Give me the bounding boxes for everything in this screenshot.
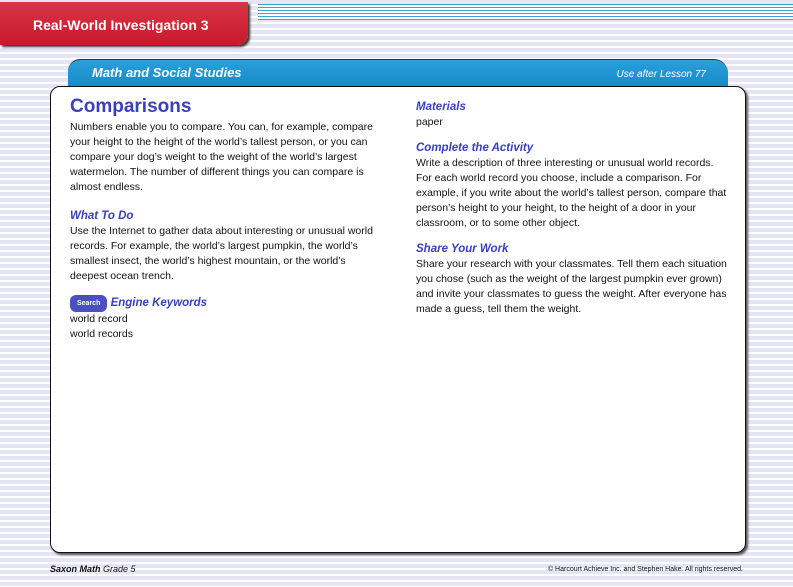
search-badge: Search [70, 295, 107, 312]
share-work-text: Share your research with your classmates. Tell them each situation you chose (such as the weight of the largest pumpkin ever grown) and invite your classmates to guess the weight. After everyone has made a guess, tell them the weight. [416, 258, 727, 315]
materials-heading: Materials [416, 101, 466, 113]
subject-title: Math and Social Studies [92, 65, 242, 80]
investigation-tab [0, 2, 248, 45]
grade: Grade 5 [103, 564, 136, 574]
right-column [416, 87, 731, 317]
investigation-title: Real-World Investigation 3 [33, 17, 209, 33]
book-name: Saxon Math [50, 564, 101, 574]
footer-book [50, 564, 136, 574]
lesson-note: Use after Lesson 77 [616, 69, 706, 80]
page-title: Comparisons [70, 96, 192, 117]
intro-text: Numbers enable you to compare. You can, for example, compare your height to the height of the world’s tallest person, or you can compare your dog’s weight to the weight of the world’s largest watermelon. The number of different things you can compare is almost endless. [70, 121, 373, 193]
what-to-do-heading: What To Do [70, 210, 134, 222]
what-to-do-text: Use the Internet to gather data about interesting or unusual world records. For example, the world’s largest pumpkin, the world’s smallest insect, the world’s highest mountain, or the world’s deepest ocean trench. [70, 225, 373, 282]
copyright: © Harcourt Achieve Inc. and Stephen Hake. All rights reserved. [547, 566, 743, 573]
keywords-heading-text: Engine Keywords [110, 297, 208, 309]
decorative-stripes [258, 4, 793, 20]
content-card [50, 86, 746, 553]
materials-text: paper [416, 116, 443, 128]
share-work-heading: Share Your Work [416, 243, 509, 255]
complete-activity-text: Write a description of three interesting or unusual world records. For each world record you choose, include a comparison. For example, if you write about the world’s tallest person, compare that person’s height to your height, to the height of a door in your classroom, or to some other object. [416, 157, 727, 229]
left-column [70, 87, 385, 342]
keywords-heading [70, 295, 385, 312]
keyword-item: world records [70, 328, 134, 340]
keyword-item: world record [70, 313, 128, 325]
complete-activity-heading: Complete the Activity [416, 142, 534, 154]
